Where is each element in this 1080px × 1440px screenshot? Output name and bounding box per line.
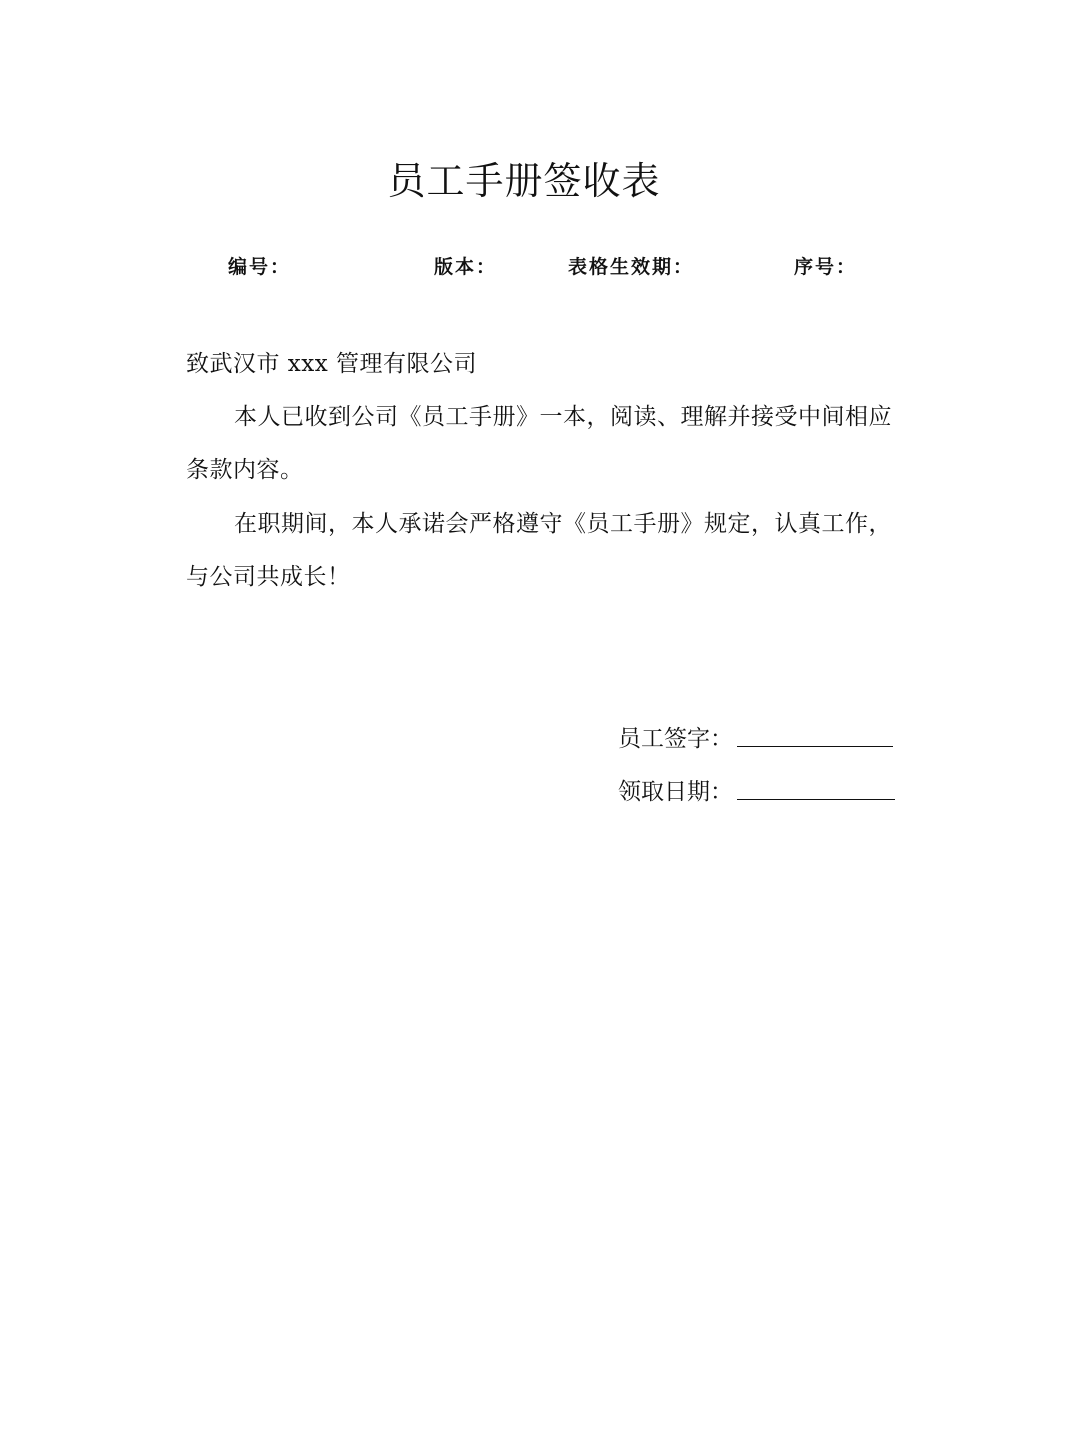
employee-signature-label: 员工签字：	[618, 726, 733, 752]
employee-signature-line[interactable]	[737, 722, 893, 747]
serial-label: 序号：	[794, 256, 858, 278]
version-label: 版本：	[434, 256, 498, 278]
receive-date-label: 领取日期：	[618, 779, 733, 805]
meta-row	[0, 252, 1080, 282]
addressee: 致武汉市 xxx 管理有限公司	[186, 351, 478, 377]
number-label: 编号：	[228, 256, 292, 278]
effective-date-label: 表格生效期：	[568, 256, 695, 278]
paragraph-receipt: 本人已收到公司《员工手册》一本，阅读、理解并接受中间相应条款内容。	[186, 404, 892, 483]
employee-signature-row	[618, 720, 893, 760]
document-title: 员工手册签收表	[387, 159, 661, 203]
receive-date-row	[618, 773, 895, 813]
paragraph-commitment: 在职期间，本人承诺会严格遵守《员工手册》规定，认真工作，与公司共成长！	[186, 511, 892, 590]
receive-date-line[interactable]	[737, 775, 895, 800]
